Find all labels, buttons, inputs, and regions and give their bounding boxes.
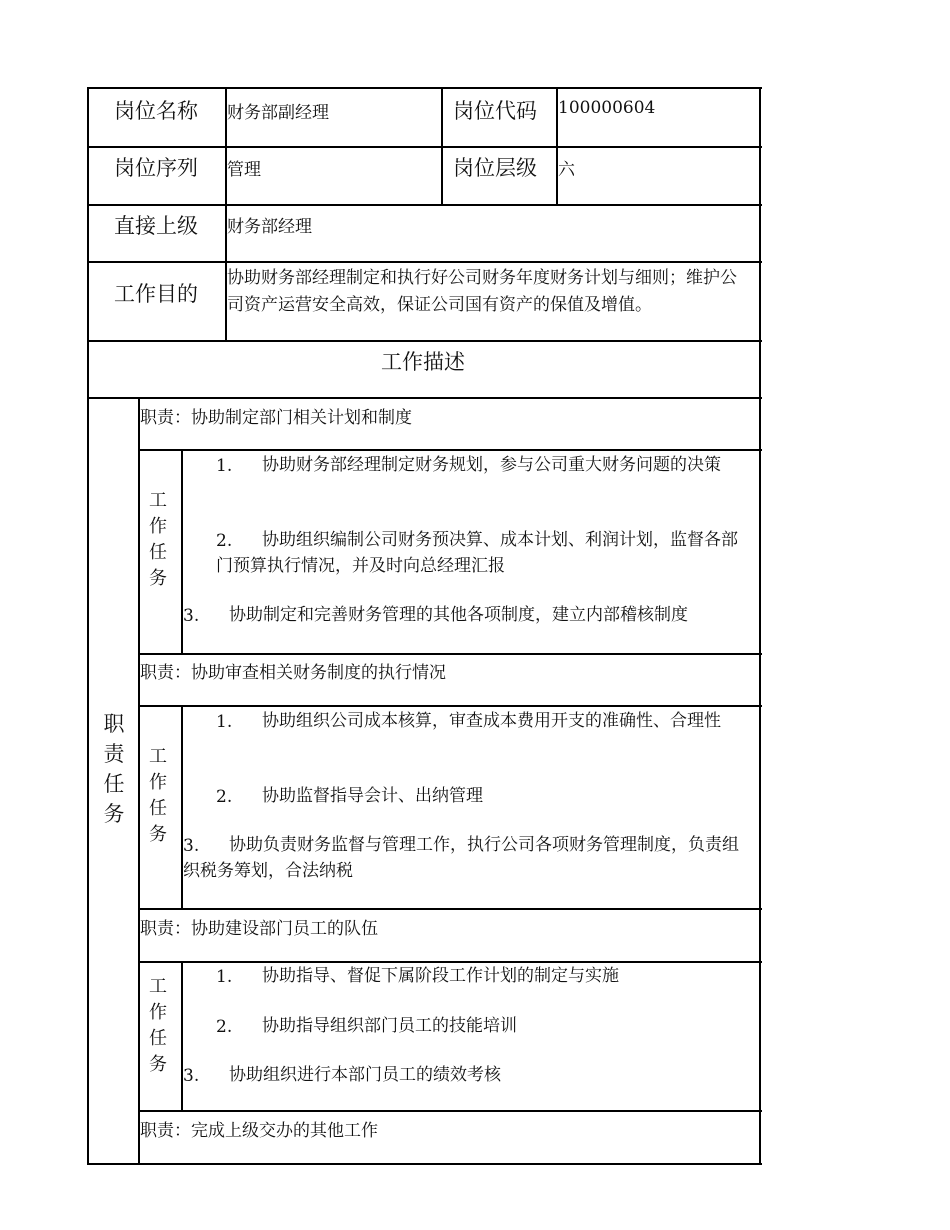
task-item: 协助制定和完善财务管理的其他各项制度，建立内部稽核制度 <box>229 605 688 625</box>
position-code-label: 岗位代码 <box>453 99 537 123</box>
task-item: 协助组织进行本部门员工的绩效考核 <box>229 1065 501 1085</box>
row-divider <box>87 340 762 342</box>
table-border-bottom <box>87 1163 762 1165</box>
direct-superior-label: 直接上级 <box>114 214 198 238</box>
task-number: 2. <box>216 1017 233 1037</box>
task-number: 2. <box>216 787 233 807</box>
col-divider <box>441 87 443 148</box>
col-divider <box>138 397 140 1165</box>
task-label: 工作任务 <box>149 976 167 1075</box>
position-name-value: 财务部副经理 <box>227 103 329 123</box>
row-divider <box>87 146 762 148</box>
position-name-label: 岗位名称 <box>114 99 198 123</box>
duty-title: 职责：协助建设部门员工的队伍 <box>140 919 378 939</box>
task-number: 1. <box>216 456 233 476</box>
duty-title: 职责：完成上级交办的其他工作 <box>140 1121 378 1141</box>
row-divider <box>87 204 762 206</box>
position-sequence-value: 管理 <box>227 160 261 180</box>
task-number: 3. <box>183 606 200 626</box>
direct-superior-value: 财务部经理 <box>227 217 312 237</box>
row-divider <box>87 261 762 263</box>
task-number: 3. <box>183 836 200 856</box>
task-number: 3. <box>183 1066 200 1086</box>
row-divider <box>87 397 762 399</box>
work-description-title: 工作描述 <box>381 350 465 374</box>
work-purpose-label: 工作目的 <box>114 282 198 306</box>
row-divider <box>138 653 762 655</box>
duty-title: 职责：协助制定部门相关计划和制度 <box>140 408 412 428</box>
task-item: 协助监督指导会计、出纳管理 <box>262 786 483 806</box>
position-code-value: 100000604 <box>558 98 656 118</box>
work-purpose-value: 协助财务部经理制定和执行好公司财务年度财务计划与细则；维护公司资产运营安全高效，保证公司国有资产的保值及增值。 <box>227 268 737 315</box>
table-border-top <box>87 87 762 89</box>
duty-title: 职责：协助审查相关财务制度的执行情况 <box>140 663 446 683</box>
position-sequence-label: 岗位序列 <box>114 156 198 180</box>
position-level-value: 六 <box>558 160 575 180</box>
table-border-right <box>759 87 761 1165</box>
task-number: 1. <box>216 712 233 732</box>
task-item: 协助指导组织部门员工的技能培训 <box>262 1016 517 1036</box>
task-item: 协助负责财务监督与管理工作，执行公司各项财务管理制度，负责组织税务筹划，合法纳税 <box>183 835 739 881</box>
task-item: 协助组织公司成本核算，审查成本费用开支的准确性、合理性 <box>262 711 721 731</box>
duties-label: 职责任务 <box>103 712 125 826</box>
task-label: 工作任务 <box>149 746 167 845</box>
row-divider <box>138 1110 762 1112</box>
col-divider <box>441 146 443 206</box>
row-divider <box>138 705 762 707</box>
row-divider <box>138 449 762 451</box>
task-item: 协助财务部经理制定财务规划，参与公司重大财务问题的决策 <box>262 455 721 475</box>
task-item: 协助指导、督促下属阶段工作计划的制定与实施 <box>262 966 619 986</box>
row-divider <box>138 908 762 910</box>
position-level-label: 岗位层级 <box>453 156 537 180</box>
col-divider <box>181 961 183 1112</box>
table-border-left <box>87 87 89 1165</box>
task-item: 协助组织编制公司财务预决算、成本计划、利润计划，监督各部门预算执行情况，并及时向总经理汇报 <box>216 530 738 576</box>
task-label: 工作任务 <box>149 490 167 589</box>
task-number: 1. <box>216 967 233 987</box>
task-number: 2. <box>216 531 233 551</box>
